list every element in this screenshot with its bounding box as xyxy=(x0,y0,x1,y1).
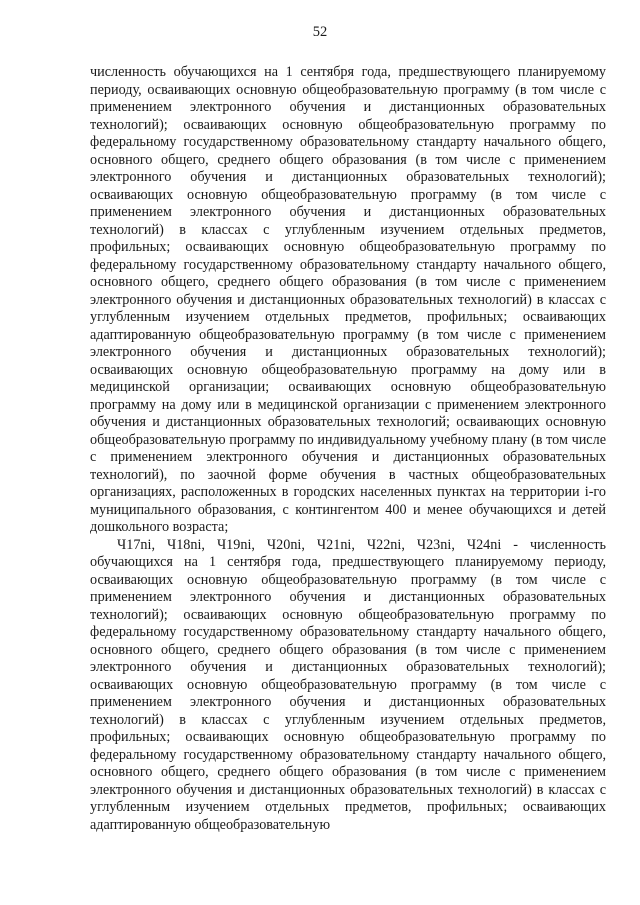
paragraph-continued: численность обучающихся на 1 сентября года, предшествующего планируемому периоду, осваивающих основную общеобразовательную программу (в том числе с применением электронного обучения и дистанционных образовательных технологий); осваивающих основную общеобразовательную программу по федеральному государственному образовательному стандарту начального общего, основного общего, среднего общего образования (в том числе с применением электронного обучения и дистанционных образовательных технологий); осваивающих основную общеобразовательную программу (в том числе с применением электронного обучения и дистанционных образовательных технологий) в классах с углубленным изучением отдельных предметов, профильных; осваивающих основную общеобразовательную программу по федеральному государственному образовательному стандарту начального общего, основного общего, среднего общего образования (в том числе с применением электронного обучения и дистанционных образовательных технологий) в классах с углубленным изучением отдельных предметов, профильных; осваивающих адаптированную общеобразовательную программу (в том числе с применением электронного обучения и дистанционных образовательных технологий); осваивающих основную общеобразовательную программу на дому или в медицинской организации; осваивающих основную общеобразовательную программу на дому или в медицинской организации с применением электронного обучения и дистанционных образовательных технологий; осваивающих основную общеобразовательную программу по индивидуальному учебному плану (в том числе с применением электронного обучения и дистанционных образовательных технологий), по заочной форме обучения в частных общеобразовательных организациях, расположенных в городских населенных пунктах на территории i-го муниципального образования, с контингентом 400 и менее обучающихся и детей дошкольного возраста; xyxy=(90,64,606,535)
paragraph-ch-definitions: Ч17ni, Ч18ni, Ч19ni, Ч20ni, Ч21ni, Ч22ni, Ч23ni, Ч24ni - численность обучающихся на 1 сентября года, предшествующего планируемому периоду, осваивающих основную общеобразовательную программу (в том числе с применением электронного обучения и дистанционных образовательных технологий); осваивающих основную общеобразовательную программу по федеральному государственному образовательному стандарту начального общего, основного общего, среднего общего образования (в том числе с применением электронного обучения и дистанционных образовательных технологий); осваивающих основную общеобразовательную программу (в том числе с применением электронного обучения и дистанционных образовательных технологий) в классах с углубленным изучением отдельных предметов, профильных; осваивающих основную общеобразовательную программу по федеральному государственному образовательному стандарту начального общего, основного общего, среднего общего образования (в том числе с применением электронного обучения и дистанционных образовательных технологий) в классах с углубленным изучением отдельных предметов, профильных; осваивающих адаптированную общеобразовательную xyxy=(90,536,606,833)
page-number: 52 xyxy=(312,24,328,40)
body-text xyxy=(90,64,606,834)
